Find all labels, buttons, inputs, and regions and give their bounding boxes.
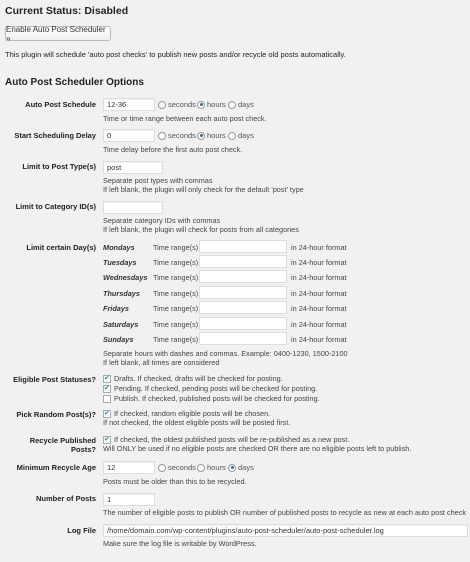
post-types-desc: Separate post types with commas bbox=[103, 176, 213, 185]
delay-radio-hours[interactable]: hours bbox=[197, 131, 226, 140]
day-time-input[interactable] bbox=[199, 255, 287, 268]
checkbox-checked-icon bbox=[103, 410, 111, 418]
format-label: in 24-hour format bbox=[291, 289, 347, 298]
section-title: Auto Post Scheduler Options bbox=[5, 77, 144, 88]
min-age-radio-days[interactable]: days bbox=[228, 463, 254, 472]
enable-scheduler-button[interactable]: Enable Auto Post Scheduler » bbox=[5, 26, 111, 41]
day-time-input[interactable] bbox=[199, 332, 287, 345]
categories-desc: If left blank, the plugin will check for posts from all categories bbox=[103, 225, 299, 234]
min-age-radio-hours[interactable]: hours bbox=[197, 463, 226, 472]
delay-radio-seconds[interactable]: seconds bbox=[158, 131, 196, 140]
time-range-label: Time range(s) bbox=[153, 320, 199, 329]
days-desc: If left blank, all times are considered bbox=[103, 358, 220, 367]
random-desc: If not checked, the oldest eligible posts will be posted first. bbox=[103, 418, 291, 427]
recycle-label: Recycle Published Posts? bbox=[29, 436, 96, 454]
day-label: Wednesdays bbox=[103, 273, 148, 282]
min-age-input[interactable] bbox=[103, 461, 155, 474]
day-label: Thursdays bbox=[103, 289, 140, 298]
schedule-label: Auto Post Schedule bbox=[25, 100, 96, 109]
min-age-desc: Posts must be older than this to be recycled. bbox=[103, 477, 247, 486]
day-time-input[interactable] bbox=[199, 317, 287, 330]
format-label: in 24-hour format bbox=[291, 258, 347, 267]
num-posts-label: Number of Posts bbox=[35, 494, 96, 503]
recycle-desc: Will ONLY be used if no eligible posts are checked OR there are no eligible posts left to publish. bbox=[103, 444, 412, 453]
post-types-label: Limit to Post Type(s) bbox=[22, 162, 96, 171]
random-checkbox[interactable]: ✔ If checked, random eligible posts will be chosen. bbox=[103, 409, 270, 418]
min-age-radio-seconds[interactable]: seconds bbox=[158, 463, 196, 472]
schedule-radio-days[interactable]: days bbox=[228, 100, 254, 109]
schedule-desc: Time or time range between each auto post check. bbox=[103, 114, 267, 123]
day-label: Mondays bbox=[103, 243, 135, 252]
time-range-label: Time range(s) bbox=[153, 289, 199, 298]
categories-label: Limit to Category ID(s) bbox=[15, 202, 96, 211]
intro-text: This plugin will schedule 'auto post checks' to publish new posts and/or recycle old posts automatically. bbox=[5, 50, 346, 59]
day-label: Fridays bbox=[103, 304, 129, 313]
time-range-label: Time range(s) bbox=[153, 243, 199, 252]
time-range-label: Time range(s) bbox=[153, 273, 199, 282]
checkbox-checked-icon bbox=[103, 436, 111, 444]
radio-selected-icon bbox=[197, 132, 205, 140]
radio-selected-icon bbox=[228, 464, 236, 472]
format-label: in 24-hour format bbox=[291, 273, 347, 282]
day-time-input[interactable] bbox=[199, 301, 287, 314]
radio-icon bbox=[228, 132, 236, 140]
checkbox-checked-icon bbox=[103, 375, 111, 383]
log-file-label: Log File bbox=[67, 526, 96, 535]
format-label: in 24-hour format bbox=[291, 243, 347, 252]
radio-icon bbox=[158, 132, 166, 140]
delay-desc: Time delay before the first auto post check. bbox=[103, 145, 243, 154]
radio-icon bbox=[228, 101, 236, 109]
checkbox-icon bbox=[103, 395, 111, 403]
num-posts-desc: The number of eligible posts to publish OR number of published posts to recycle as new at each auto post check bbox=[103, 508, 467, 517]
schedule-radio-hours[interactable]: hours bbox=[197, 100, 226, 109]
delay-label: Start Scheduling Delay bbox=[14, 131, 96, 140]
categories-desc: Separate category IDs with commas bbox=[103, 216, 221, 225]
random-label: Pick Random Post(s)? bbox=[16, 410, 96, 419]
min-age-label: Minimum Recycle Age bbox=[16, 463, 96, 472]
time-range-label: Time range(s) bbox=[153, 258, 199, 267]
status-checkbox-drafts[interactable]: ✔ Drafts. If checked, drafts will be checked for posting. bbox=[103, 374, 283, 383]
recycle-checkbox[interactable]: ✔ If checked, the oldest published posts will be re-published as a new post. bbox=[103, 435, 349, 444]
day-label: Sundays bbox=[103, 335, 134, 344]
log-file-desc: Make sure the log file is writable by WordPress. bbox=[103, 539, 257, 548]
status-checkbox-publish[interactable]: Publish. If checked, published posts will be checked for posting. bbox=[103, 394, 320, 403]
schedule-input[interactable] bbox=[103, 98, 155, 111]
day-label: Tuesdays bbox=[103, 258, 137, 267]
post-types-input[interactable] bbox=[103, 161, 163, 174]
day-time-input[interactable] bbox=[199, 240, 287, 253]
days-desc: Separate hours with dashes and commas. Example: 0400-1230, 1500-2100 bbox=[103, 349, 348, 358]
radio-icon bbox=[158, 101, 166, 109]
day-label: Saturdays bbox=[103, 320, 139, 329]
format-label: in 24-hour format bbox=[291, 320, 347, 329]
time-range-label: Time range(s) bbox=[153, 335, 199, 344]
format-label: in 24-hour format bbox=[291, 304, 347, 313]
delay-input[interactable] bbox=[103, 129, 155, 142]
time-range-label: Time range(s) bbox=[153, 304, 199, 313]
statuses-label: Eligible Post Statuses? bbox=[13, 375, 96, 384]
delay-radio-days[interactable]: days bbox=[228, 131, 254, 140]
page-title: Current Status: Disabled bbox=[5, 5, 129, 17]
days-label: Limit certain Day(s) bbox=[26, 243, 96, 252]
day-time-input[interactable] bbox=[199, 270, 287, 283]
log-file-input[interactable] bbox=[103, 524, 468, 537]
radio-selected-icon bbox=[197, 101, 205, 109]
format-label: in 24-hour format bbox=[291, 335, 347, 344]
radio-icon bbox=[158, 464, 166, 472]
day-time-input[interactable] bbox=[199, 286, 287, 299]
checkbox-checked-icon bbox=[103, 385, 111, 393]
categories-input[interactable] bbox=[103, 201, 163, 214]
post-types-desc: If left blank, the plugin will only check for the default 'post' type bbox=[103, 185, 304, 194]
schedule-radio-seconds[interactable]: seconds bbox=[158, 100, 196, 109]
radio-icon bbox=[197, 464, 205, 472]
status-checkbox-pending[interactable]: ✔ Pending. If checked, pending posts will be checked for posting. bbox=[103, 384, 317, 393]
num-posts-input[interactable] bbox=[103, 493, 155, 506]
